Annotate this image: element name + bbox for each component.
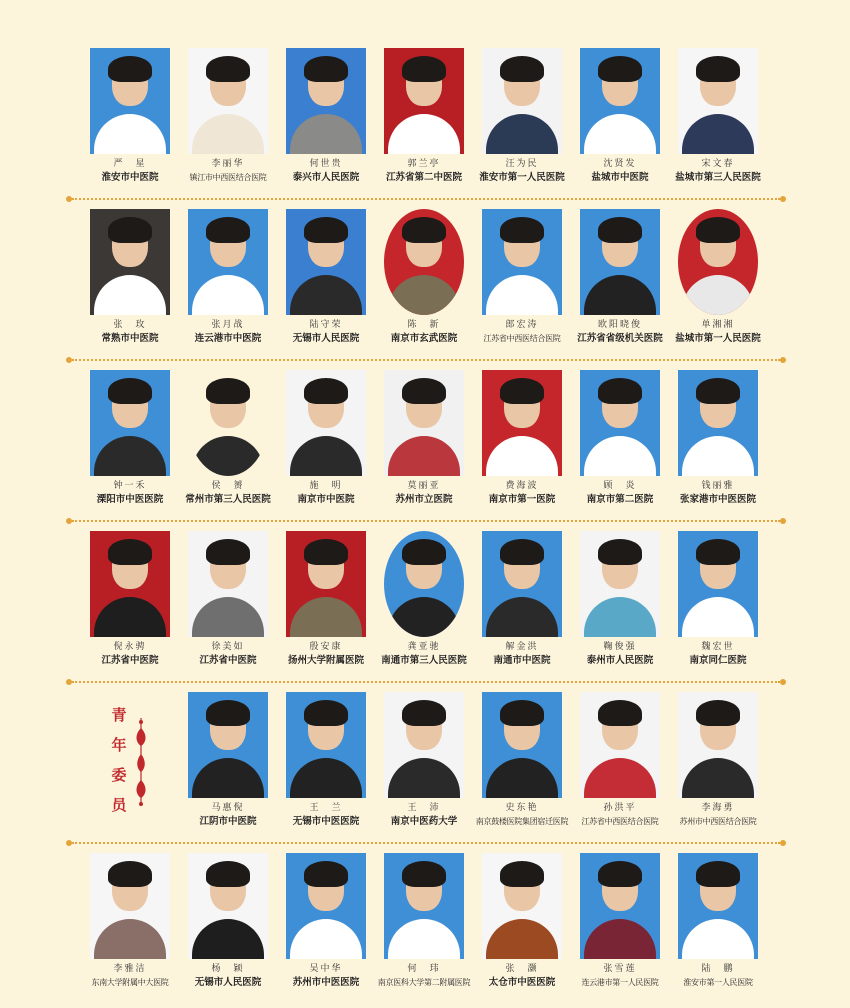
- member-hospital: 淮安市第一人民医院: [479, 172, 565, 183]
- member-photo: [384, 209, 464, 315]
- member-hospital: 无锡市人民医院: [292, 333, 360, 344]
- member-hospital: 苏州市中西医结合医院: [679, 817, 757, 826]
- member-hospital: 南通市第三人民医院: [381, 655, 467, 666]
- row-divider: [72, 359, 780, 365]
- member-photo: [286, 209, 366, 315]
- row-divider: [72, 198, 780, 204]
- member-name: 欧阳晓俊: [597, 320, 642, 330]
- member-photo: [580, 531, 660, 637]
- member-photo: [188, 531, 268, 637]
- member-photo: [482, 531, 562, 637]
- member-card: [381, 531, 474, 667]
- member-photo: [482, 209, 562, 315]
- member-card: [185, 370, 278, 506]
- member-photo: [384, 48, 464, 154]
- member-name: 魏宏世: [701, 642, 735, 652]
- member-hospital: 盐城市第三人民医院: [675, 172, 761, 183]
- member-card: [675, 48, 768, 184]
- member-name: 顾 炎: [603, 481, 637, 491]
- member-name: 王 沛: [407, 803, 441, 813]
- member-photo: [678, 370, 758, 476]
- member-photo: [580, 209, 660, 315]
- member-photo: [384, 853, 464, 959]
- member-row: [90, 531, 762, 676]
- ornament-icon: [134, 718, 148, 806]
- member-hospital: 江阴市中医院: [199, 816, 257, 827]
- member-card: [188, 853, 278, 989]
- member-hospital: 太仓市中医医院: [488, 977, 556, 988]
- member-card: [90, 370, 180, 506]
- member-hospital: 张家港市中医医院: [679, 494, 756, 505]
- member-hospital: 南京医科大学第二附属医院: [377, 978, 471, 987]
- member-hospital: 溧阳市中医医院: [96, 494, 164, 505]
- member-hospital: 连云港市中医院: [194, 333, 262, 344]
- member-hospital: 常熟市中医院: [101, 333, 159, 344]
- member-name: 张月战: [211, 320, 245, 330]
- row-divider: [72, 520, 780, 526]
- member-name: 费海波: [505, 481, 539, 491]
- member-hospital: 镇江市中西医结合医院: [189, 173, 267, 182]
- member-card: [286, 209, 376, 345]
- member-hospital: 扬州大学附属医院: [287, 655, 364, 666]
- member-hospital: 苏州市立医院: [395, 494, 453, 505]
- member-hospital: 无锡市中医医院: [292, 816, 360, 827]
- member-name: 张 灏: [505, 964, 539, 974]
- member-photo: [286, 853, 366, 959]
- member-photo: [580, 853, 660, 959]
- member-name: 何世贵: [309, 159, 343, 169]
- member-card: [482, 209, 572, 345]
- member-name: 汪为民: [505, 159, 539, 169]
- member-name: 陆守荣: [309, 320, 343, 330]
- member-hospital: 无锡市人民医院: [194, 977, 262, 988]
- member-photo: [482, 853, 562, 959]
- member-card: [482, 531, 572, 667]
- member-photo: [384, 370, 464, 476]
- member-name: 鞠俊强: [603, 642, 637, 652]
- member-card: [188, 48, 278, 184]
- member-photo: [90, 853, 170, 959]
- member-hospital: 泰州市人民医院: [586, 655, 654, 666]
- member-card: [482, 853, 572, 989]
- member-name: 李丽华: [211, 159, 245, 169]
- member-name: 张 玫: [113, 320, 147, 330]
- youth-committee-label: [106, 700, 132, 820]
- member-hospital: 泰兴市人民医院: [292, 172, 360, 183]
- youth-char: 年: [111, 736, 127, 754]
- member-name: 严 星: [113, 159, 147, 169]
- youth-char: 青: [111, 706, 127, 724]
- member-photo: [678, 48, 758, 154]
- member-card: [384, 370, 474, 506]
- member-hospital: 淮安市第一人民医院: [683, 978, 753, 987]
- member-row: [90, 209, 762, 354]
- member-hospital: 南京中医药大学: [390, 816, 458, 827]
- member-hospital: 常州市第三人民医院: [185, 494, 271, 505]
- member-card: [90, 209, 180, 345]
- member-card: [482, 370, 572, 506]
- member-name: 郭兰亭: [407, 159, 441, 169]
- member-hospital: 苏州市中医医院: [292, 977, 360, 988]
- member-name: 陆 鹏: [701, 964, 735, 974]
- member-name: 殷安康: [309, 642, 343, 652]
- member-name: 张雪莲: [603, 964, 637, 974]
- member-hospital: 盐城市中医院: [591, 172, 649, 183]
- member-photo: [286, 692, 366, 798]
- member-photo: [580, 48, 660, 154]
- member-card: [384, 209, 474, 345]
- member-photo: [188, 370, 268, 476]
- member-name: 王 兰: [309, 803, 343, 813]
- member-name: 单湘湘: [701, 320, 735, 330]
- member-card: [678, 531, 768, 667]
- member-name: 倪永骋: [113, 642, 147, 652]
- member-card: [286, 48, 376, 184]
- member-photo: [678, 209, 758, 315]
- member-hospital: 江苏省中医院: [101, 655, 159, 666]
- member-photo: [384, 531, 464, 637]
- youth-char: 委: [111, 766, 127, 784]
- member-photo: [580, 692, 660, 798]
- member-card: [580, 370, 670, 506]
- member-card: [580, 692, 670, 828]
- member-name: 莫丽亚: [407, 481, 441, 491]
- member-photo: [482, 48, 562, 154]
- member-photo: [678, 531, 758, 637]
- member-card: [286, 853, 376, 989]
- member-hospital: 南京市第二医院: [586, 494, 654, 505]
- member-hospital: 江苏省中西医结合医院: [581, 817, 659, 826]
- member-hospital: 江苏省中西医结合医院: [483, 334, 561, 343]
- member-name: 吴中华: [309, 964, 343, 974]
- member-name: 李海勇: [701, 803, 735, 813]
- member-card: [580, 48, 670, 184]
- member-card: [188, 209, 278, 345]
- member-name: 李雅洁: [113, 964, 147, 974]
- member-row: [90, 370, 762, 515]
- member-name: 徐美如: [211, 642, 245, 652]
- member-photo: [188, 853, 268, 959]
- member-card: [286, 692, 376, 828]
- member-name: 钟一禾: [113, 481, 147, 491]
- member-photo: [678, 853, 758, 959]
- member-card: [286, 370, 376, 506]
- member-hospital: 南京市第一医院: [488, 494, 556, 505]
- member-card: [90, 48, 180, 184]
- member-card: [384, 48, 474, 184]
- member-photo: [188, 209, 268, 315]
- member-hospital: 南京市中医院: [297, 494, 355, 505]
- member-card: [678, 692, 768, 828]
- member-card: [384, 692, 474, 828]
- member-name: 何 玮: [407, 964, 441, 974]
- member-card: [580, 853, 670, 989]
- member-row: [90, 48, 762, 193]
- member-hospital: 南京鼓楼医院集团宿迁医院: [475, 817, 569, 826]
- member-card: [675, 209, 768, 345]
- member-hospital: 南京同仁医院: [689, 655, 747, 666]
- member-hospital: 盐城市第一人民医院: [675, 333, 761, 344]
- member-card: [475, 692, 572, 828]
- member-photo: [90, 370, 170, 476]
- member-photo: [482, 692, 562, 798]
- member-photo: [286, 370, 366, 476]
- youth-char: 员: [111, 796, 127, 814]
- member-photo: [188, 48, 268, 154]
- member-photo: [286, 531, 366, 637]
- member-name: 孙洪平: [603, 803, 637, 813]
- member-card: [577, 209, 670, 345]
- member-card: [479, 48, 572, 184]
- row-divider: [72, 681, 780, 687]
- member-card: [286, 531, 376, 667]
- member-hospital: 东南大学附属中大医院: [91, 978, 169, 987]
- member-name: 陈 新: [407, 320, 441, 330]
- member-card: [90, 853, 180, 989]
- member-name: 侯 赟: [211, 481, 245, 491]
- member-hospital: 江苏省中医院: [199, 655, 257, 666]
- member-name: 马惠倪: [211, 803, 245, 813]
- member-hospital: 淮安市中医院: [101, 172, 159, 183]
- member-photo: [90, 531, 170, 637]
- member-photo: [384, 692, 464, 798]
- member-row: [90, 692, 762, 837]
- member-hospital: 南通市中医院: [493, 655, 551, 666]
- member-photo: [482, 370, 562, 476]
- member-name: 钱丽雅: [701, 481, 735, 491]
- member-name: 杨 颖: [211, 964, 245, 974]
- member-name: 施 明: [309, 481, 343, 491]
- member-name: 龚亚驰: [407, 642, 441, 652]
- member-hospital: 南京市玄武医院: [390, 333, 458, 344]
- member-name: 史东艳: [505, 803, 539, 813]
- member-name: 沈贤发: [603, 159, 637, 169]
- member-hospital: 江苏省第二中医院: [385, 172, 462, 183]
- member-card: [90, 531, 180, 667]
- member-hospital: 连云港市第一人民医院: [581, 978, 659, 987]
- member-hospital: 江苏省省级机关医院: [577, 333, 663, 344]
- member-photo: [286, 48, 366, 154]
- member-photo: [90, 48, 170, 154]
- member-name: 宋文春: [701, 159, 735, 169]
- member-card: [188, 531, 278, 667]
- member-card: [580, 531, 670, 667]
- member-photo: [90, 209, 170, 315]
- member-card: [188, 692, 278, 828]
- member-name: 解金洪: [505, 642, 539, 652]
- member-card: [678, 370, 768, 506]
- member-card: [678, 853, 768, 989]
- row-divider: [72, 842, 780, 848]
- member-photo: [188, 692, 268, 798]
- member-row: [90, 853, 762, 998]
- member-name: 郎宏涛: [505, 320, 539, 330]
- member-photo: [580, 370, 660, 476]
- member-photo: [678, 692, 758, 798]
- member-card: [377, 853, 474, 989]
